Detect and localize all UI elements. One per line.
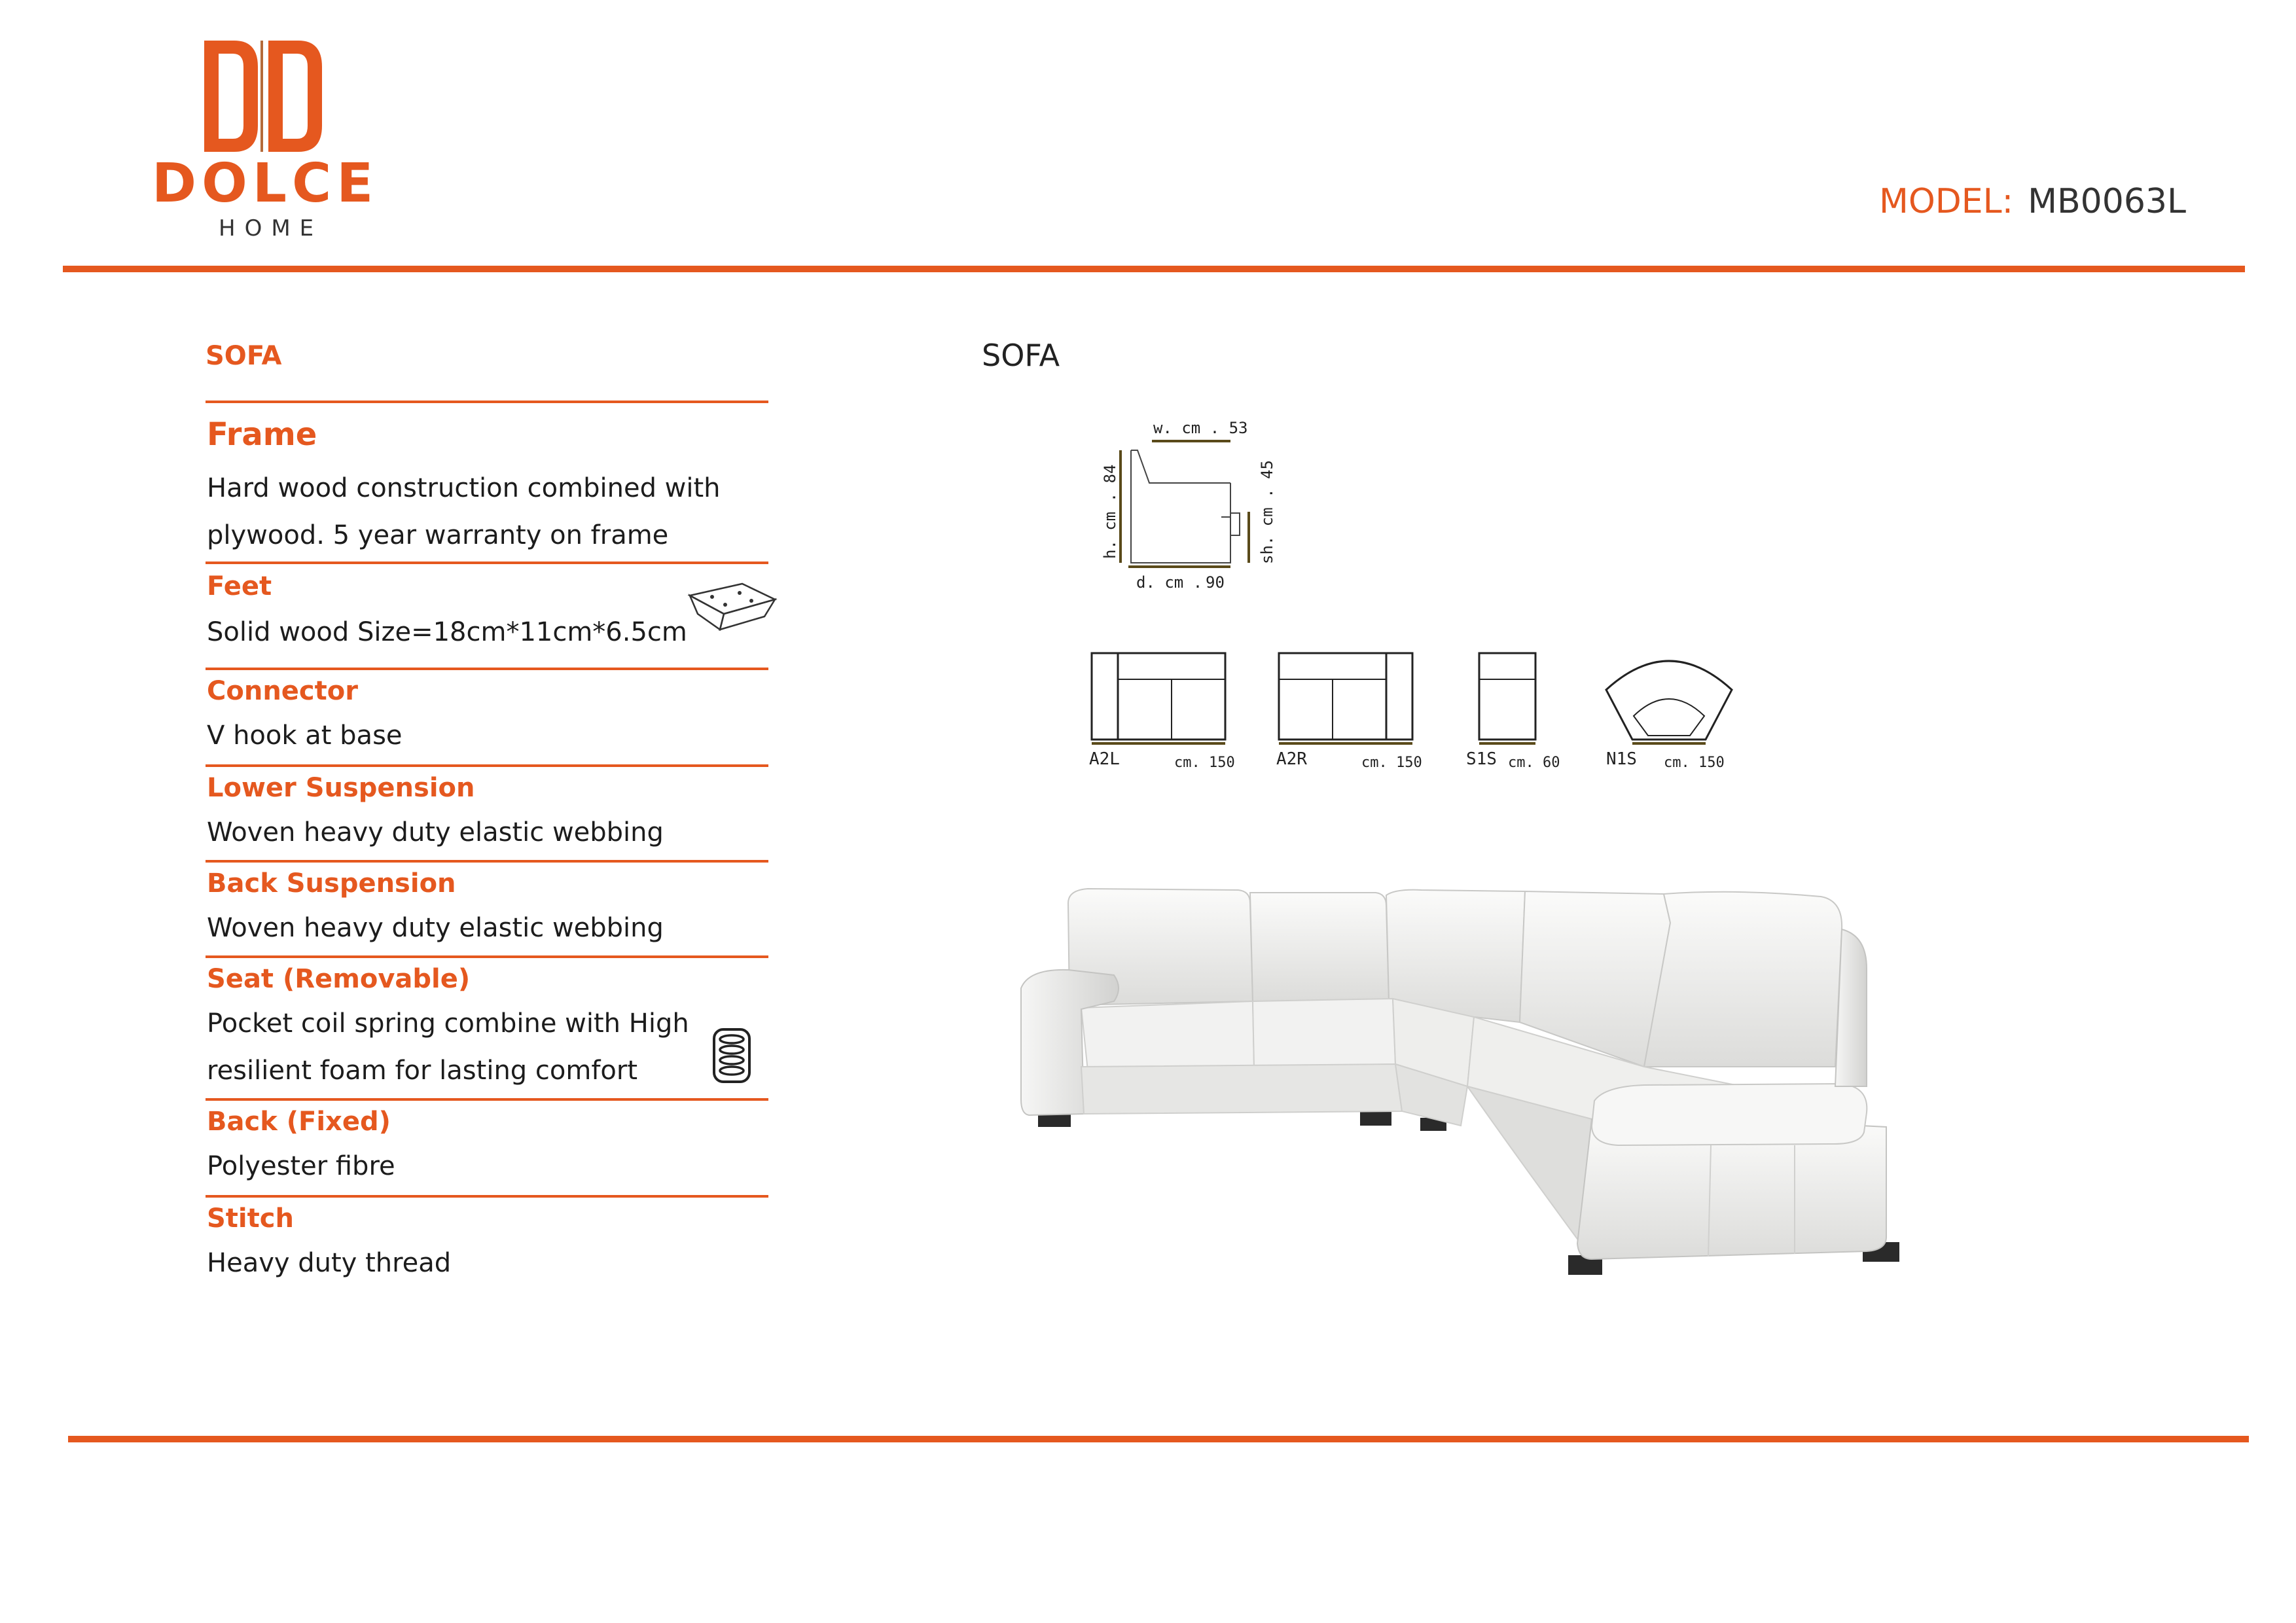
- dimension-height: h. cm . 84: [1101, 464, 1119, 559]
- side-view-dimension-drawing: [1067, 414, 1276, 597]
- sofa-product-image: [1016, 870, 1971, 1289]
- spec-divider: [206, 1098, 768, 1101]
- module-code: A2R: [1276, 749, 1307, 769]
- foot-block-icon: [683, 581, 781, 633]
- module-length: cm. 60: [1508, 755, 1560, 771]
- dimension-width: w. cm . 53: [1153, 419, 1248, 437]
- spec-divider: [206, 1195, 768, 1198]
- module-s1s: [1463, 648, 1575, 779]
- section-text-seat-2: resilient foam for lasting comfort: [207, 1056, 638, 1086]
- header-rule: [63, 266, 2245, 272]
- spec-divider: [206, 955, 768, 958]
- module-a2r: [1274, 648, 1431, 779]
- module-length: cm. 150: [1361, 755, 1422, 771]
- module-code: S1S: [1466, 749, 1497, 769]
- module-a2l: [1086, 648, 1244, 779]
- section-text-seat-1: Pocket coil spring combine with High: [207, 1008, 689, 1039]
- section-heading-frame: Frame: [207, 416, 317, 453]
- section-heading-back-suspension: Back Suspension: [207, 868, 456, 899]
- section-text-stitch: Heavy duty thread: [207, 1248, 452, 1278]
- module-length: cm. 150: [1664, 755, 1725, 771]
- section-heading-seat: Seat (Removable): [207, 964, 471, 994]
- module-code: A2L: [1089, 749, 1120, 769]
- section-text-frame-2: plywood. 5 year warranty on frame: [207, 520, 669, 550]
- spec-title: SOFA: [206, 341, 282, 371]
- section-heading-connector: Connector: [207, 676, 358, 706]
- dd-monogram-logo: [204, 41, 322, 152]
- dimension-depth-value: 90: [1206, 573, 1225, 592]
- section-heading-back: Back (Fixed): [207, 1107, 391, 1137]
- section-text-connector: V hook at base: [207, 721, 403, 751]
- section-heading-lower-suspension: Lower Suspension: [207, 773, 475, 803]
- section-text-back: Polyester fibre: [207, 1151, 395, 1181]
- model-label: MODEL:: [1878, 182, 2014, 221]
- spec-divider: [206, 668, 768, 670]
- section-heading-stitch: Stitch: [207, 1204, 294, 1234]
- section-text-lower-suspension: Woven heavy duty elastic webbing: [207, 817, 664, 847]
- spec-divider: [206, 401, 768, 403]
- diagram-title: SOFA: [982, 338, 1060, 373]
- spec-divider: [206, 860, 768, 863]
- section-text-frame-1: Hard wood construction combined with: [207, 473, 721, 503]
- section-text-feet: Solid wood Size=18cm*11cm*6.5cm: [207, 617, 687, 647]
- brand-subtitle: HOME: [219, 215, 323, 241]
- spec-divider: [206, 764, 768, 767]
- coil-spring-icon: [712, 1027, 751, 1084]
- spec-divider: [206, 562, 768, 564]
- dimension-depth-label: d. cm .: [1136, 573, 1203, 592]
- module-code: N1S: [1606, 749, 1637, 769]
- section-text-back-suspension: Woven heavy duty elastic webbing: [207, 913, 664, 943]
- model-number: [1878, 182, 2186, 221]
- footer-rule: [68, 1436, 2249, 1442]
- module-n1s: [1601, 648, 1758, 779]
- module-length: cm. 150: [1174, 755, 1235, 771]
- dimension-seat-height: sh. cm . 45: [1258, 460, 1276, 564]
- model-value: MB0063L: [2028, 182, 2186, 221]
- section-heading-feet: Feet: [207, 571, 272, 601]
- brand-name: DOLCE: [152, 152, 379, 215]
- sofa-profile-outline: [1131, 450, 1240, 563]
